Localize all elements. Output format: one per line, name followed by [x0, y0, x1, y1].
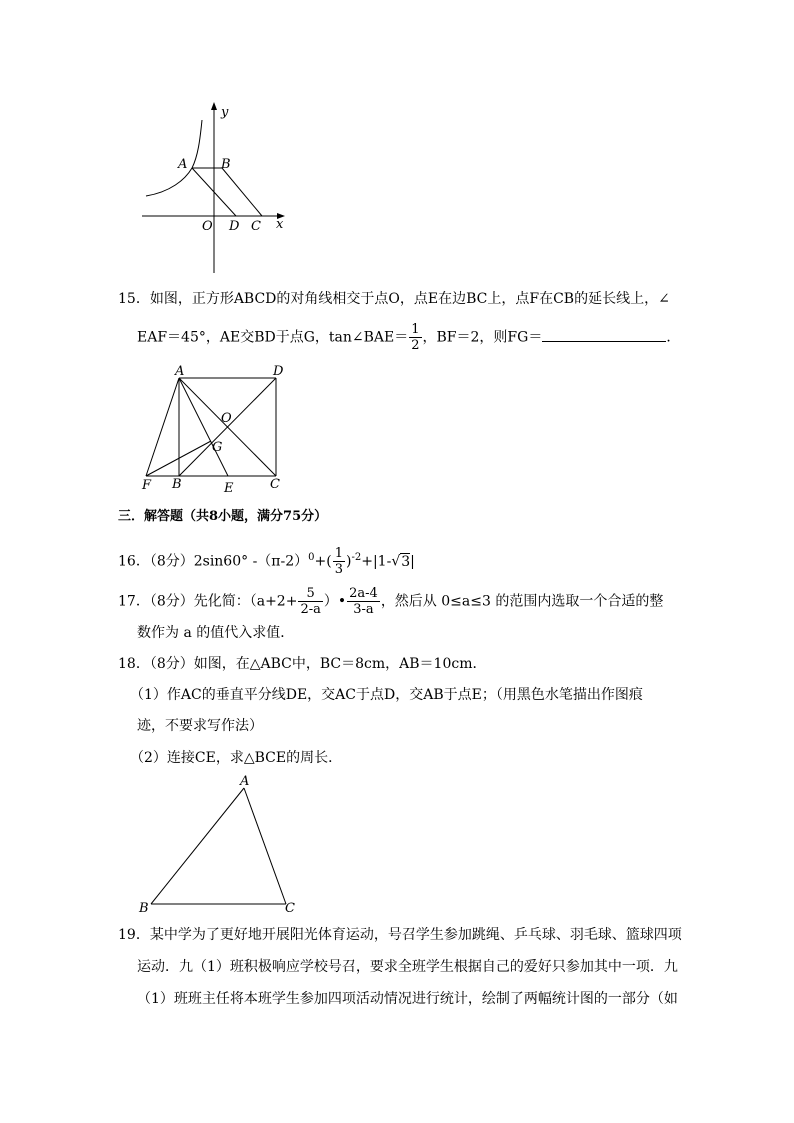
q19-line2: 运动．九（1）班积极响应学校号召，要求全班学生根据自己的爱好只参加其中一项．九 [137, 959, 678, 975]
q15-text-b: ，BF＝2，则FG＝ [422, 329, 543, 346]
label-A: A [178, 157, 188, 172]
q18-line2: （1）作AC的垂直平分线DE，交AC于点D，交AB于点E；（用黑色水笔描出作图痕 [130, 687, 643, 703]
q15-end: ． [666, 329, 681, 346]
q19-line1: 19．某中学为了更好地开展阳光体育运动，号召学生参加跳绳、乒乓球、羽毛球、篮球四项 [118, 927, 682, 943]
q16-frac-num: 1 [334, 546, 344, 561]
q17-text-b: ）• [323, 593, 347, 610]
q15-line1: 15．如图，正方形ABCD的对角线相交于点O，点E在边BC上，点F在CB的延长线上，∠ [118, 291, 670, 307]
q16-fraction [333, 546, 345, 577]
label-D: D [273, 364, 284, 379]
figure-triangle [136, 774, 306, 918]
label-A: A [240, 774, 250, 789]
q17-line2: 数作为 a 的值代入求值． [137, 625, 295, 641]
segment-AC [244, 788, 286, 904]
q17-fraction-1 [298, 586, 322, 617]
q16-text-d: +|1- [361, 553, 392, 570]
q17-line1 [118, 586, 663, 617]
sqrt-sign: √ [391, 553, 401, 570]
label-C: C [285, 901, 295, 916]
q17-f2-num: 2a-4 [349, 586, 378, 601]
label-O: O [202, 219, 213, 234]
segment-AB [151, 788, 244, 904]
q17-f2-den: 3-a [353, 602, 374, 617]
label-C: C [270, 477, 280, 492]
q18-line3: 迹，不要求写作法） [137, 718, 263, 734]
label-G: G [212, 440, 223, 455]
q15-text-a: EAF＝45°，AE交BD于点G，tan∠BAE＝ [137, 329, 409, 346]
hyperbola-curve [146, 120, 202, 196]
q16-text-c: ) [346, 553, 352, 570]
q16-text-e: | [410, 553, 415, 570]
label-y: y [221, 105, 229, 120]
figure-square [138, 362, 298, 498]
label-B: B [221, 157, 231, 172]
q15-frac-den: 2 [411, 338, 420, 353]
q18-line4: （2）连接CE，求△BCE的周长． [130, 750, 343, 766]
q15-fraction [409, 322, 421, 353]
q16-exp0: 0 [308, 551, 315, 563]
q15-line2 [137, 322, 680, 353]
label-F: F [142, 478, 152, 493]
q16-exp-2: -2 [351, 551, 362, 563]
segment-AE [179, 378, 228, 476]
section3-heading: 三．解答题（共8小题，满分75分） [118, 509, 328, 524]
q17-text-a: 17．（8分）先化简：（a+2+ [118, 593, 298, 610]
q19-line3: （1）班班主任将本班学生参加四项活动情况进行统计，绘制了两幅统计图的一部分（如 [137, 991, 678, 1007]
q16-text-b: +( [314, 553, 332, 570]
q17-fraction-2 [347, 586, 380, 617]
q16-frac-den: 3 [334, 562, 344, 577]
q15-frac-num: 1 [411, 322, 420, 337]
label-x: x [276, 217, 284, 232]
q15-answer-blank[interactable] [542, 327, 666, 342]
label-B: B [139, 901, 149, 916]
segment-BC [222, 168, 262, 216]
q16-sqrt-arg: 3 [401, 553, 411, 570]
label-C: C [251, 219, 261, 234]
figure-hyperbola [130, 100, 300, 280]
label-O: O [221, 411, 232, 426]
label-A: A [175, 364, 185, 379]
q16 [118, 546, 415, 577]
label-D: D [229, 219, 240, 234]
q17-text-c: ，然后从 0≤a≤3 的范围内选取一个合适的整 [380, 593, 664, 610]
label-E: E [224, 481, 234, 496]
y-arrow [211, 102, 217, 110]
q17-f1-den: 2-a [300, 602, 321, 617]
q16-text-a: 16．（8分）2sin60° -（π-2） [118, 553, 309, 570]
label-B: B [172, 477, 182, 492]
q17-f1-num: 5 [298, 586, 322, 602]
q18-line1: 18．（8分）如图，在△ABC中，BC＝8cm，AB＝10cm． [118, 656, 487, 672]
